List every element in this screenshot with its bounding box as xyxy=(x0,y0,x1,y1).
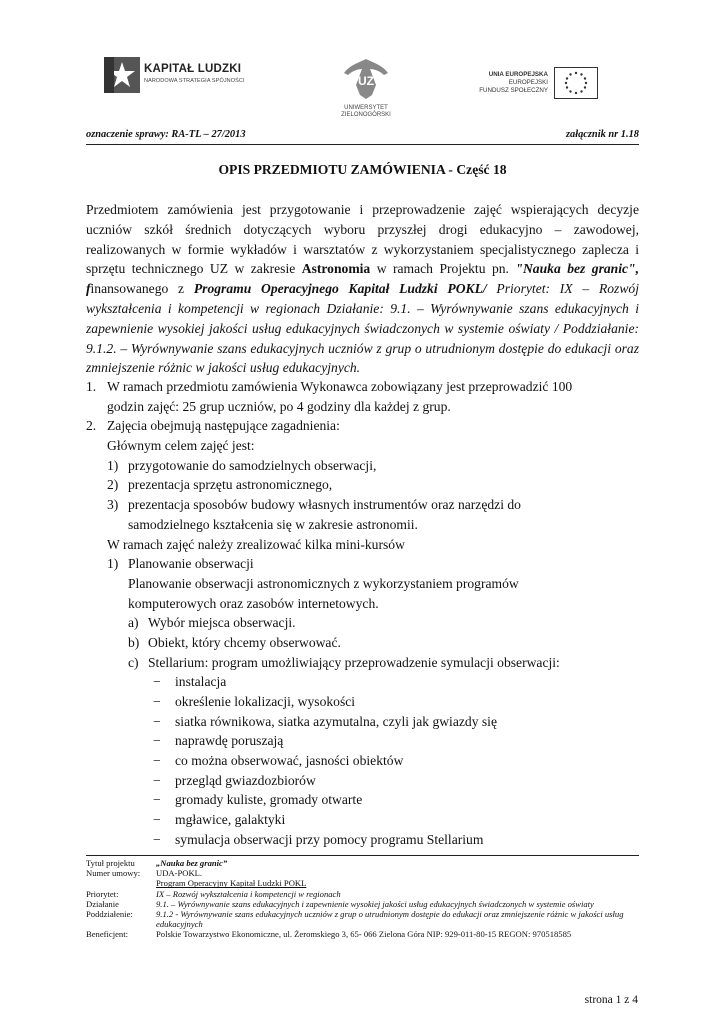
footer-value: 9.1.2 - Wyrównywanie szans edukacyjnych uczniów z grup o utrudnionym dostępie do edukacji oraz zmniejszenie różnic w jakości usług edukacyjnych xyxy=(156,909,624,930)
subject-name: Astronomia xyxy=(301,261,371,277)
list-item xyxy=(86,416,639,436)
sub-text: Obiekt, który chcemy obserwować. xyxy=(148,634,341,650)
bullet-text: gromady kuliste, gromady otwarte xyxy=(175,792,363,808)
bullet-item xyxy=(86,830,639,850)
goal-item xyxy=(86,495,639,515)
footer-value: Polskie Towarzystwo Ekonomiczne, ul. Żeromskiego 3, 65- 066 Zielona Góra NIP: 929-011-80-15 REGON: 970518585 xyxy=(156,929,572,940)
footer-info xyxy=(86,858,639,940)
footer-row xyxy=(86,878,639,888)
dash-bullet: − xyxy=(153,792,161,808)
sub-item xyxy=(86,613,639,633)
goal-intro: Głównym celem zajęć jest: xyxy=(107,438,255,454)
bullet-text: określenie lokalizacji, wysokości xyxy=(175,694,356,709)
dash-bullet: − xyxy=(153,694,161,709)
bullet-item xyxy=(86,672,639,692)
priority-text: Priorytet: IX – Rozwój wykształcenia i kompetencji w regionach Działanie: 9.1. – Wyrównywanie szans edukacyjnych i zapewnienie wysokiej jakości usług edukacyjnych świadczonych w systemie oświaty / Poddziałanie: 9.1.2. – Wyrównywanie szans edukacyjnych uczniów z grup o utrudnionym dostępie do edukacji oraz zmniejszenie różnic w jakości usług edukacyjnych. xyxy=(86,281,639,376)
footer-value: „Nauka bez granic” xyxy=(156,858,228,868)
course-item xyxy=(86,554,639,574)
program-name: Programu Operacyjnego Kapitał Ludzki POKL/ xyxy=(193,281,487,297)
goal-number: 1) xyxy=(107,457,119,473)
kapital-ludzki-logo xyxy=(104,45,254,117)
intro-text: inansowanego z xyxy=(90,281,194,297)
courses-intro: W ramach zajęć należy zrealizować kilka mini-kursów xyxy=(107,536,405,552)
course-description: komputerowych oraz zasobów internetowych. xyxy=(128,595,379,611)
intro-paragraph xyxy=(86,200,639,378)
bullet-item xyxy=(86,790,639,810)
university-logo xyxy=(336,55,396,125)
footer-row xyxy=(86,858,639,868)
footer-key: Działanie xyxy=(86,898,119,909)
project-name: "Nauka bez granic", f xyxy=(86,261,639,297)
logo-title: KAPITAŁ LUDZKI xyxy=(144,63,242,75)
eu-flag-icon xyxy=(554,67,598,99)
course-title: Planowanie obserwacji xyxy=(128,556,254,572)
attachment-number: załącznik nr 1.18 xyxy=(565,129,639,140)
dash-bullet: − xyxy=(153,812,161,828)
bullet-text: co można obserwować, jasności obiektów xyxy=(175,753,404,769)
header-divider xyxy=(86,144,639,145)
goal-text: prezentacja sposobów budowy własnych instrumentów oraz narzędzi do xyxy=(128,497,521,513)
bullet-text: symulacja obserwacji przy pomocy programu Stellarium xyxy=(175,831,484,847)
footer-value: IX – Rozwój wykształcenia i kompetencji w regionach xyxy=(156,888,341,899)
case-number: oznaczenie sprawy: RA-TL – 27/2013 xyxy=(86,129,246,140)
logo-subtitle: NARODOWA STRATEGIA SPÓJNOŚCI xyxy=(144,78,245,84)
sub-text: Wybór miejsca obserwacji. xyxy=(148,615,296,631)
goal-number: 3) xyxy=(107,497,119,513)
bullet-text: naprawdę poruszają xyxy=(175,733,284,749)
university-name-line2: ZIELONOGÓRSKI xyxy=(341,112,391,118)
footer-key: Priorytet: xyxy=(86,888,119,899)
page-number: strona 1 z 4 xyxy=(584,994,638,1006)
goal-text: prezentacja sprzętu astronomicznego, xyxy=(128,477,333,493)
footer-value: Program Operacyjny Kapitał Ludzki POKL xyxy=(156,878,307,889)
list-number: 2. xyxy=(86,418,97,434)
course-number: 1) xyxy=(107,556,119,572)
goal-number: 2) xyxy=(107,477,119,493)
footer-value: UDA-POKL. xyxy=(156,868,203,879)
bullet-item xyxy=(86,751,639,771)
list-text: W ramach przedmiotu zamówienia Wykonawca zobowiązany jest przeprowadzić 100 xyxy=(107,379,573,394)
kapital-ludzki-emblem-icon xyxy=(104,57,140,93)
dash-bullet: − xyxy=(153,753,161,769)
eu-logo xyxy=(456,65,606,105)
sub-item xyxy=(86,653,639,673)
dash-bullet: − xyxy=(153,733,161,749)
bullet-item xyxy=(86,771,639,791)
eu-line3: FUNDUSZ SPOŁECZNY xyxy=(479,87,548,95)
footer-key: Tytuł projektu xyxy=(86,858,135,868)
footer-row xyxy=(86,868,639,878)
footer-row xyxy=(86,889,639,899)
bullet-text: przegląd gwiazdozbiorów xyxy=(175,772,316,788)
sub-letter: b) xyxy=(128,634,140,650)
document-title: OPIS PRZEDMIOTU ZAMÓWIENIA - Część 18 xyxy=(218,162,507,177)
goal-text: przygotowanie do samodzielnych obserwacji, xyxy=(128,457,377,473)
footer-key: Beneficjent: xyxy=(86,929,128,940)
footer-value: 9.1. – Wyrównywanie szans edukacyjnych i zapewnienie wysokiej jakości usług edukacyjnych świadczonych w systemie oświaty xyxy=(156,898,594,909)
bullet-text: instalacja xyxy=(175,674,227,690)
sub-item xyxy=(86,633,639,653)
list-item xyxy=(86,377,639,397)
university-name-line1: UNIWERSYTET xyxy=(344,105,388,111)
bullet-text: mgławice, galaktyki xyxy=(175,812,286,828)
list-text: Zajęcia obejmują następujące zagadnienia: xyxy=(107,418,340,434)
dash-bullet: − xyxy=(153,772,161,788)
footer-row xyxy=(86,909,639,929)
intro-text: w ramach Projektu pn. xyxy=(370,261,516,277)
intro-text: Przedmiotem zamówienia jest przygotowanie i przeprowadzenie zajęć wspierających decyzje uczniów szkół średnich dotyczących wyboru przyszłej drogi edukacyjno – zawodowej, realizowanych w formie wykładów i warsztatów z wykorzystaniem specjalistycznego zaplecza i sprzętu technicznego UZ w zakresie xyxy=(86,202,639,277)
dash-bullet: − xyxy=(153,713,161,729)
footer-divider xyxy=(86,855,639,856)
footer-row xyxy=(86,929,639,939)
bullet-text: siatka równikowa, siatka azymutalna, czyli jak gwiazdy się xyxy=(175,713,497,729)
footer-key: Poddziałenie: xyxy=(86,909,133,920)
goal-item xyxy=(86,475,639,495)
list-text: godzin zajęć: 25 grup uczniów, po 4 godziny dla każdej z grup. xyxy=(107,398,451,414)
footer-key: Numer umowy: xyxy=(86,868,141,879)
eu-line2: EUROPEJSKI xyxy=(508,79,548,87)
sub-text: Stellarium: program umożliwiający przeprowadzenie symulacji obserwacji: xyxy=(148,654,560,670)
eu-line1: UNIA EUROPEJSKA xyxy=(488,71,548,78)
case-line xyxy=(86,129,639,143)
list-number: 1. xyxy=(86,379,97,394)
footer-row xyxy=(86,899,639,909)
goal-item xyxy=(86,456,639,476)
sub-letter: a) xyxy=(128,615,139,631)
svg-text:UZ: UZ xyxy=(358,74,374,88)
dash-bullet: − xyxy=(153,831,161,847)
bullet-item xyxy=(86,712,639,732)
sub-letter: c) xyxy=(128,654,139,670)
university-eagle-emblem-icon xyxy=(336,55,396,103)
bullet-item xyxy=(86,692,639,712)
dash-bullet: − xyxy=(153,674,161,690)
bullet-item xyxy=(86,810,639,830)
goal-text: samodzielnego kształcenia się w zakresie astronomii. xyxy=(128,516,418,532)
requirements-list xyxy=(86,377,639,850)
bullet-item xyxy=(86,731,639,751)
course-description: Planowanie obserwacji astronomicznych z wykorzystaniem programów xyxy=(128,575,519,591)
